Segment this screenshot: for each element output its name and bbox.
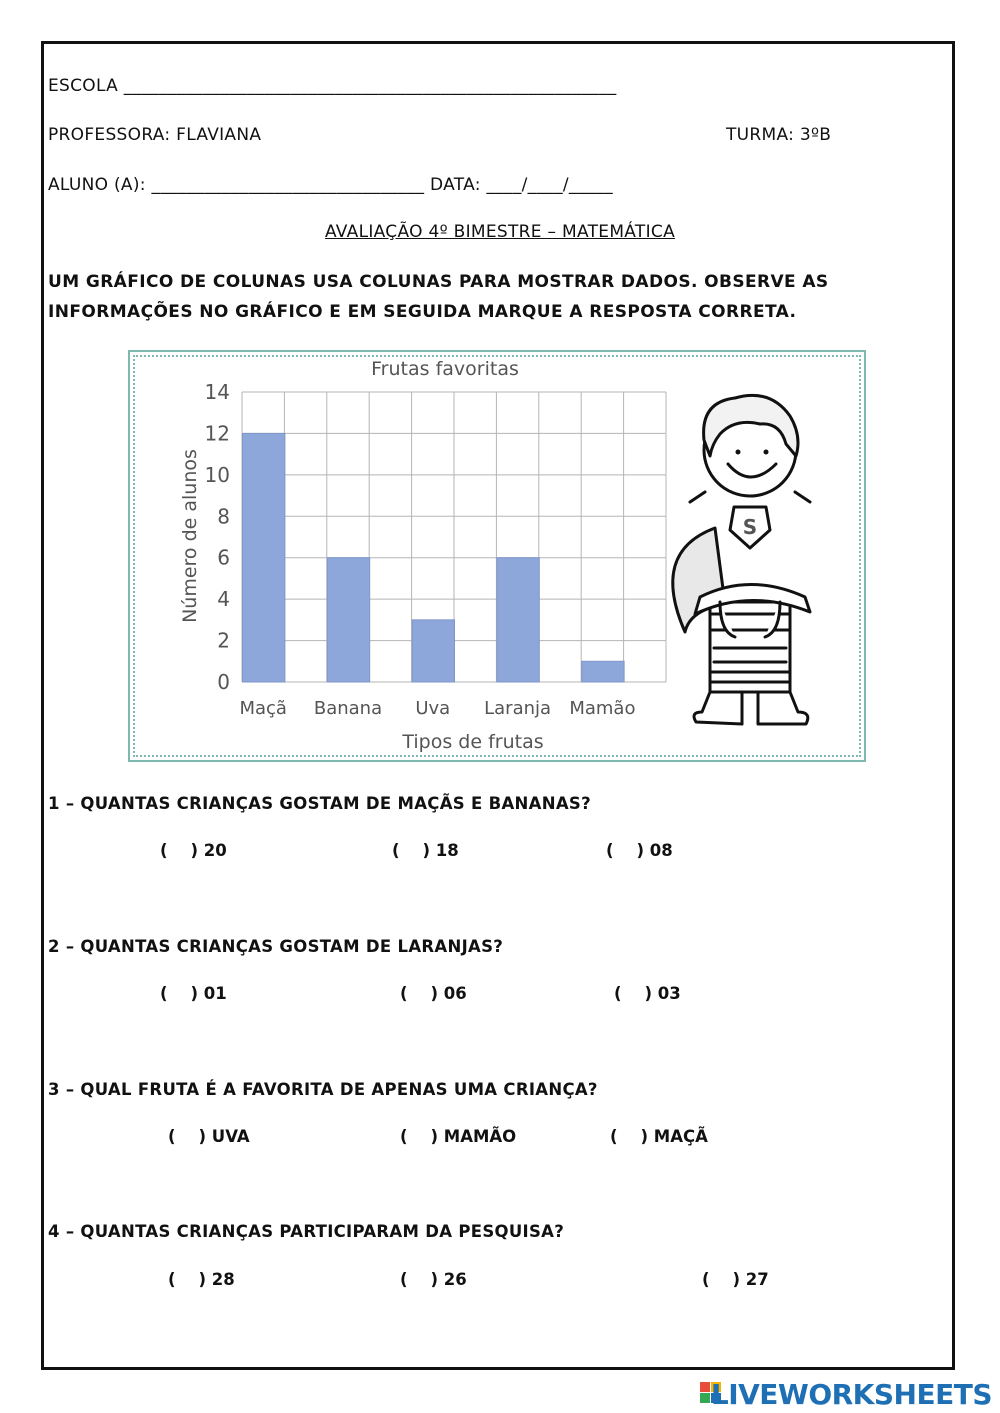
bar-chart xyxy=(130,352,864,760)
x-tick-label: Banana xyxy=(313,698,383,719)
q4-option-a[interactable]: ( ) 28 xyxy=(168,1270,235,1289)
question-2: 2 – QUANTAS CRIANÇAS GOSTAM DE LARANJAS? xyxy=(48,937,504,956)
q4-option-b[interactable]: ( ) 26 xyxy=(400,1270,467,1289)
y-tick-label: 6 xyxy=(217,545,230,570)
class-line: TURMA: 3ºB xyxy=(726,125,832,145)
chart-title: Frutas favoritas xyxy=(371,358,519,380)
superhero-kid-illustration xyxy=(673,395,810,724)
y-tick-label: 0 xyxy=(217,670,230,694)
q3-option-a[interactable]: ( ) UVA xyxy=(168,1127,250,1146)
q3-option-b[interactable]: ( ) MAMÃO xyxy=(400,1127,517,1146)
x-tick-label: Maçã xyxy=(239,698,287,719)
y-tick-label: 14 xyxy=(204,380,230,404)
bar-maçã xyxy=(243,433,285,682)
bar-laranja xyxy=(497,558,539,682)
bar-banana xyxy=(327,558,369,682)
bar-mamão xyxy=(582,661,624,682)
chart-y-axis-label: Número de alunos xyxy=(179,449,201,623)
instruction-line-1: UM GRÁFICO DE COLUNAS USA COLUNAS PARA MOSTRAR DADOS. OBSERVE AS xyxy=(48,272,829,292)
y-tick-label: 4 xyxy=(217,587,230,612)
y-tick-label: 8 xyxy=(217,504,230,529)
q3-option-c[interactable]: ( ) MAÇÃ xyxy=(610,1127,708,1146)
q2-option-c[interactable]: ( ) 03 xyxy=(614,984,681,1003)
question-4: 4 – QUANTAS CRIANÇAS PARTICIPARAM DA PESQUISA? xyxy=(48,1222,565,1241)
q1-option-c[interactable]: ( ) 08 xyxy=(606,841,673,860)
teacher-line: PROFESSORA: FLAVIANA xyxy=(48,125,262,145)
question-3: 3 – QUAL FRUTA É A FAVORITA DE APENAS UMA CRIANÇA? xyxy=(48,1080,598,1099)
footer-brand[interactable]: LIVEWORKSHEETS xyxy=(710,1378,992,1411)
q2-option-a[interactable]: ( ) 01 xyxy=(160,984,227,1003)
q1-option-b[interactable]: ( ) 18 xyxy=(392,841,459,860)
chart-x-axis-label: Tipos de frutas xyxy=(402,731,544,753)
student-line: ALUNO (A): _______________________________ DATA: ____/____/_____ xyxy=(48,175,613,195)
x-tick-label: Mamão xyxy=(569,698,636,719)
q2-option-b[interactable]: ( ) 06 xyxy=(400,984,467,1003)
page-title: AVALIAÇÃO 4º BIMESTRE – MATEMÁTICA xyxy=(324,222,676,242)
x-tick-label: Uva xyxy=(415,698,451,719)
svg-text:S: S xyxy=(742,515,758,539)
x-tick-label: Laranja xyxy=(484,698,552,719)
instruction-line-2: INFORMAÇÕES NO GRÁFICO E EM SEGUIDA MARQUE A RESPOSTA CORRETA. xyxy=(48,302,797,322)
question-1: 1 – QUANTAS CRIANÇAS GOSTAM DE MAÇÃS E BANANAS? xyxy=(48,794,591,813)
q4-option-c[interactable]: ( ) 27 xyxy=(702,1270,769,1289)
y-tick-label: 12 xyxy=(204,421,230,446)
q1-option-a[interactable]: ( ) 20 xyxy=(160,841,227,860)
school-line: ESCOLA ________________________________________________________ xyxy=(48,76,617,96)
y-tick-label: 10 xyxy=(204,462,230,487)
bar-uva xyxy=(412,620,454,682)
y-tick-label: 2 xyxy=(217,628,230,653)
